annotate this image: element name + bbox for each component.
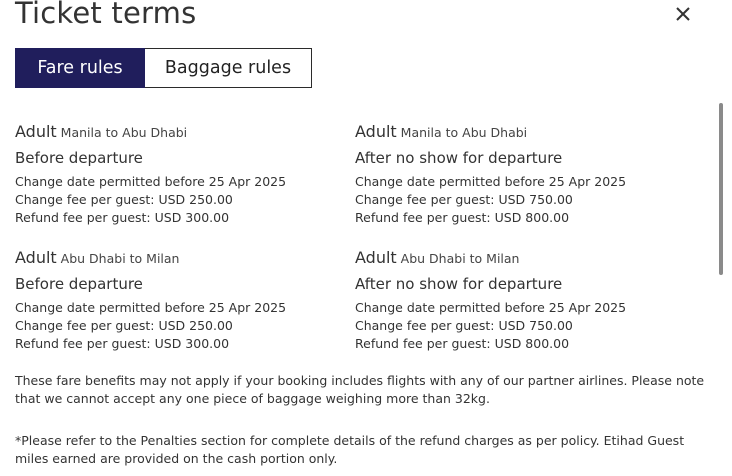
fare-rule-card <box>355 121 685 227</box>
passenger-type: Adult <box>355 248 397 267</box>
rule-header <box>15 247 345 269</box>
rule-header <box>355 121 685 143</box>
refund-fee: Refund fee per guest: USD 300.00 <box>15 210 230 225</box>
change-fee: Change fee per guest: USD 750.00 <box>355 192 573 207</box>
route: Manila to Abu Dhabi <box>60 125 188 140</box>
rule-phase: Before departure <box>15 275 143 293</box>
rule-phase: Before departure <box>15 149 143 167</box>
refund-fee: Refund fee per guest: USD 800.00 <box>355 336 570 351</box>
refund-fee: Refund fee per guest: USD 800.00 <box>355 210 570 225</box>
rules-tabs <box>15 48 312 88</box>
change-fee: Change fee per guest: USD 250.00 <box>15 318 233 333</box>
passenger-type: Adult <box>355 122 397 141</box>
partner-airline-note: These fare benefits may not apply if your booking includes flights with any of our partner airlines. Please note that we cannot accept any one piece of baggage weighing more than 32kg. <box>15 373 705 406</box>
route: Abu Dhabi to Milan <box>400 251 520 266</box>
close-icon <box>671 3 695 27</box>
dialog-title: Ticket terms <box>15 0 197 30</box>
change-date: Change date permitted before 25 Apr 2025 <box>355 174 627 189</box>
change-date: Change date permitted before 25 Apr 2025 <box>355 300 627 315</box>
tab-fare-rules[interactable]: Fare rules <box>15 48 145 88</box>
close-button[interactable] <box>671 3 695 27</box>
penalties-note: *Please refer to the Penalties section for complete details of the refund charges as per policy. Etihad Guest miles earned are provided on the cash portion only. <box>15 433 685 466</box>
rule-phase: After no show for departure <box>355 149 563 167</box>
tab-baggage-rules[interactable]: Baggage rules <box>145 48 312 88</box>
route: Abu Dhabi to Milan <box>60 251 180 266</box>
rule-phase: After no show for departure <box>355 275 563 293</box>
rule-header <box>15 121 345 143</box>
change-date: Change date permitted before 25 Apr 2025 <box>15 300 287 315</box>
fare-rule-card <box>355 247 685 353</box>
change-fee: Change fee per guest: USD 250.00 <box>15 192 233 207</box>
scrollbar-thumb[interactable] <box>719 103 723 275</box>
fare-rule-card <box>15 121 345 227</box>
rule-header <box>355 247 685 269</box>
change-date: Change date permitted before 25 Apr 2025 <box>15 174 287 189</box>
route: Manila to Abu Dhabi <box>400 125 528 140</box>
fare-rule-card <box>15 247 345 353</box>
passenger-type: Adult <box>15 122 57 141</box>
passenger-type: Adult <box>15 248 57 267</box>
refund-fee: Refund fee per guest: USD 300.00 <box>15 336 230 351</box>
change-fee: Change fee per guest: USD 750.00 <box>355 318 573 333</box>
